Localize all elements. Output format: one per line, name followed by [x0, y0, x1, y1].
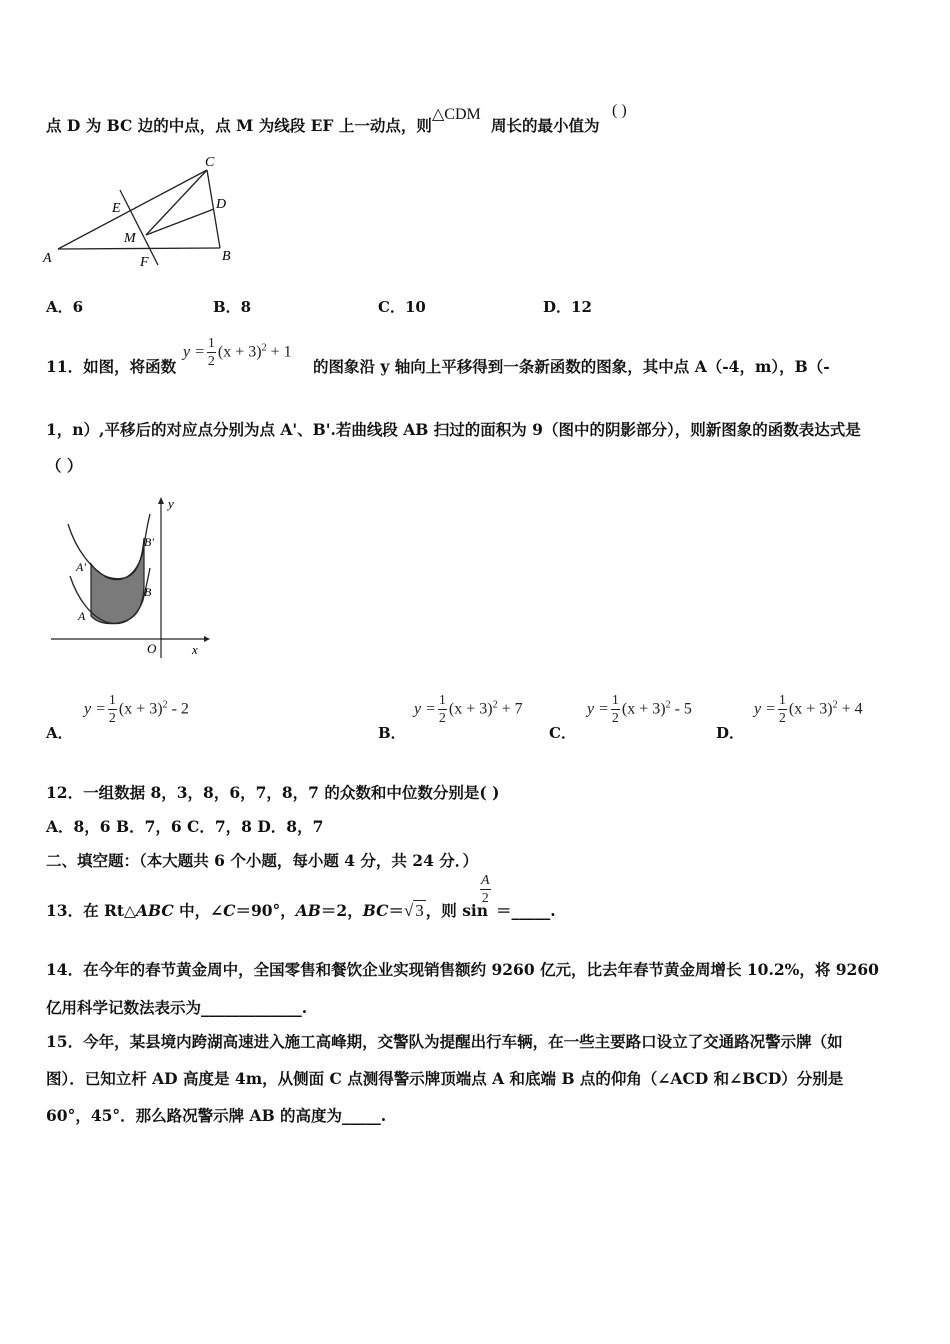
q10-option-d[interactable]: D．12 [543, 298, 592, 316]
label-e: E [112, 201, 121, 216]
formula-fraction: $\frac{1}{2}$ [207, 336, 215, 369]
q10-triangle-figure [40, 150, 240, 275]
q10-option-a[interactable]: A．6 [46, 298, 84, 316]
q10-triangle-cdm: △CDM [432, 106, 481, 123]
label-y: y [168, 496, 174, 511]
label-a: A [43, 251, 52, 266]
q10-answer-paren: ( ) [612, 102, 627, 119]
q11-parabola-figure [46, 492, 216, 662]
segment-cm [146, 170, 207, 235]
q15-line1: 15．今年，某县境内跨湖高速进入施工高峰期，交警队为提醒出行车辆，在一些主要路口设立了交通路况警示牌（如 [46, 1032, 843, 1051]
y-axis-arrow [158, 497, 164, 504]
q13-fraction-a-over-2: $\frac{A}{2}$ [481, 873, 490, 906]
q11-option-b-label[interactable]: B． [378, 724, 406, 742]
q14-line2[interactable]: 亿用科学记数法表示为_____________. [46, 998, 308, 1017]
q13-blank[interactable]: ＝_____. [496, 901, 556, 920]
label-c: C [205, 155, 215, 170]
q10-text-b: 周长的最小值为 [491, 116, 600, 135]
x-axis-arrow [204, 636, 210, 642]
label-a-prime: A' [76, 560, 86, 574]
q11-option-a-label[interactable]: A． [46, 724, 73, 742]
q13-line: 13．在 Rt△ABC 中，∠C＝90°，AB＝2，BC＝√ 3 ，则 sin [46, 901, 489, 920]
segment-md [146, 209, 214, 235]
q11-option-d-formula[interactable]: y = $\frac{1}{2}$ $(x + 3)^2 + 4$ [754, 693, 863, 726]
label-m: M [124, 231, 136, 246]
label-o: O [147, 641, 157, 656]
label-a: A [78, 609, 86, 623]
q11-prefix: 11．如图，将函数 [46, 357, 177, 376]
label-f: F [140, 255, 149, 270]
q11-option-c-formula[interactable]: y = $\frac{1}{2}$ $(x + 3)^2 - 5$ [587, 693, 692, 726]
q10-option-b[interactable]: B．8 [213, 298, 252, 316]
q12-stem: 12．一组数据 8，3，8，6，7，8，7 的众数和中位数分别是( ) [46, 783, 500, 802]
q11-option-c-label[interactable]: C． [549, 724, 576, 742]
q15-line2: 图）．已知立杆 AD 高度是 4m，从侧面 C 点测得警示牌顶端点 A 和底端 B 点的仰角（∠ACD 和∠BCD）分别是 [46, 1069, 844, 1088]
q10-option-c[interactable]: C．10 [378, 298, 426, 316]
q14-line1: 14．在今年的春节黄金周中，全国零售和餐饮企业实现销售额约 9260 亿元，比去年春节黄金周增长 10.2%，将 9260 [46, 960, 879, 979]
q11-option-b-formula[interactable]: y = $\frac{1}{2}$ $(x + 3)^2 + 7$ [414, 693, 523, 726]
formula-y: y = [183, 343, 205, 361]
q11-line1-rest: 的图象沿 y 轴向上平移得到一条新函数的图象，其中点 A（-4，m），B（- [313, 357, 830, 376]
label-b: B [144, 585, 152, 599]
label-b: B [222, 249, 231, 264]
segment-ab [58, 248, 220, 249]
q11-option-d-label[interactable]: D． [716, 724, 745, 742]
q12-options[interactable]: A．8，6 B．7，6 C．7，8 D．8，7 [46, 817, 324, 836]
label-d: D [216, 197, 227, 212]
sqrt-three: √ 3 [403, 901, 424, 920]
label-b-prime: B' [144, 535, 154, 549]
q15-line3[interactable]: 60°，45°．那么路况警示牌 AB 的高度为_____. [46, 1106, 387, 1125]
q10-line [46, 114, 432, 136]
q11-formula: y = $\frac{1}{2}$ $(x + 3)^2 + 1$ [183, 336, 292, 369]
q11-option-a-formula[interactable]: y = $\frac{1}{2}$ $(x + 3)^2 - 2$ [84, 693, 189, 726]
section-heading-fill-blank: 二、填空题：（本大题共 6 个小题，每小题 4 分，共 24 分．） [46, 851, 479, 870]
q11-line2: 1，n）,平移后的对应点分别为点 A'、B'.若曲线段 AB 扫过的面积为 9（图中的阴影部分），则新图象的函数表达式是 [46, 420, 861, 439]
shaded-area [91, 538, 144, 624]
q10-text-a: 点 D 为 BC 边的中点，点 M 为线段 EF 上一动点，则 [46, 116, 432, 135]
q11-line3: （ ） [46, 456, 83, 475]
label-x: x [192, 642, 198, 657]
